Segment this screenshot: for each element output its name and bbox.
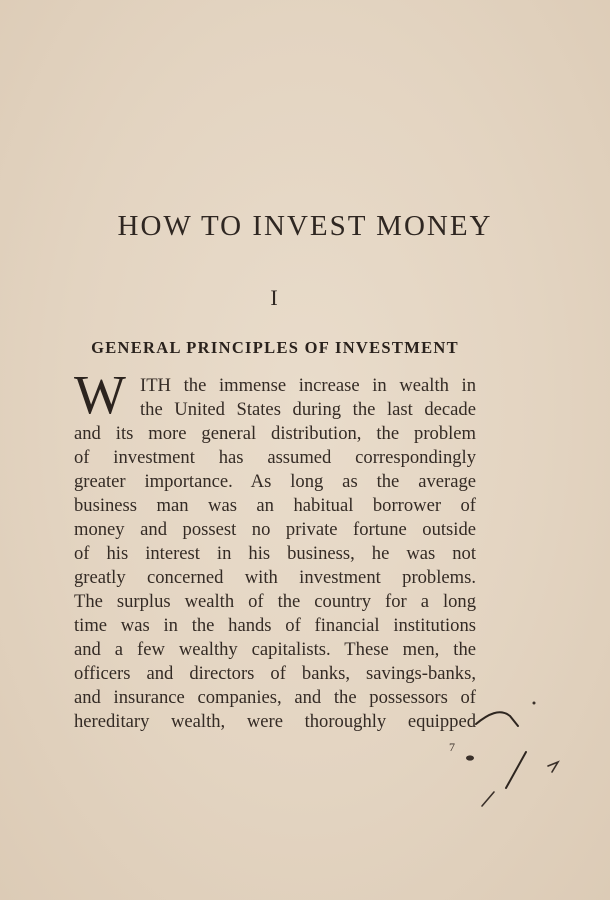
chapter-number: I [270,285,278,310]
text-line: and insurance companies, and the possessors of [74,687,476,708]
ink-stroke-tail [476,712,518,726]
text-line: officers and directors of banks, savings-banks, [74,663,476,684]
text-line: of his interest in his business, he was not [74,543,476,564]
text-line: greatly concerned with investment problems. [74,567,476,588]
text-line: greater importance. As long as the average [74,471,476,492]
ink-stroke-right [548,762,558,772]
text-line: time was in the hands of financial institutions [74,615,476,636]
text-line: and a few wealthy capitalists. These men, the [74,639,476,660]
text-line: hereditary wealth, were thoroughly equipped [74,711,476,732]
ink-stroke-diagonal [506,752,526,788]
drop-cap: W [74,364,126,425]
text-line: the United States during the last decade [140,399,476,420]
ink-stroke-lower [482,792,494,806]
book-title: HOW TO INVEST MONEY [117,210,493,242]
chapter-title: GENERAL PRINCIPLES OF INVESTMENT [91,338,459,357]
ink-dot [533,702,536,705]
text-line: of investment has assumed correspondingly [74,447,476,468]
text-line: business man was an habitual borrower of [74,495,476,516]
text-line: and its more general distribution, the problem [74,423,476,444]
text-line: The surplus wealth of the country for a long [74,591,476,612]
ink-blot [466,755,474,760]
text-line: money and possest no private fortune outside [74,519,476,540]
page-number: 7 [449,740,455,754]
text-line: ITH the immense increase in wealth in [140,375,476,396]
